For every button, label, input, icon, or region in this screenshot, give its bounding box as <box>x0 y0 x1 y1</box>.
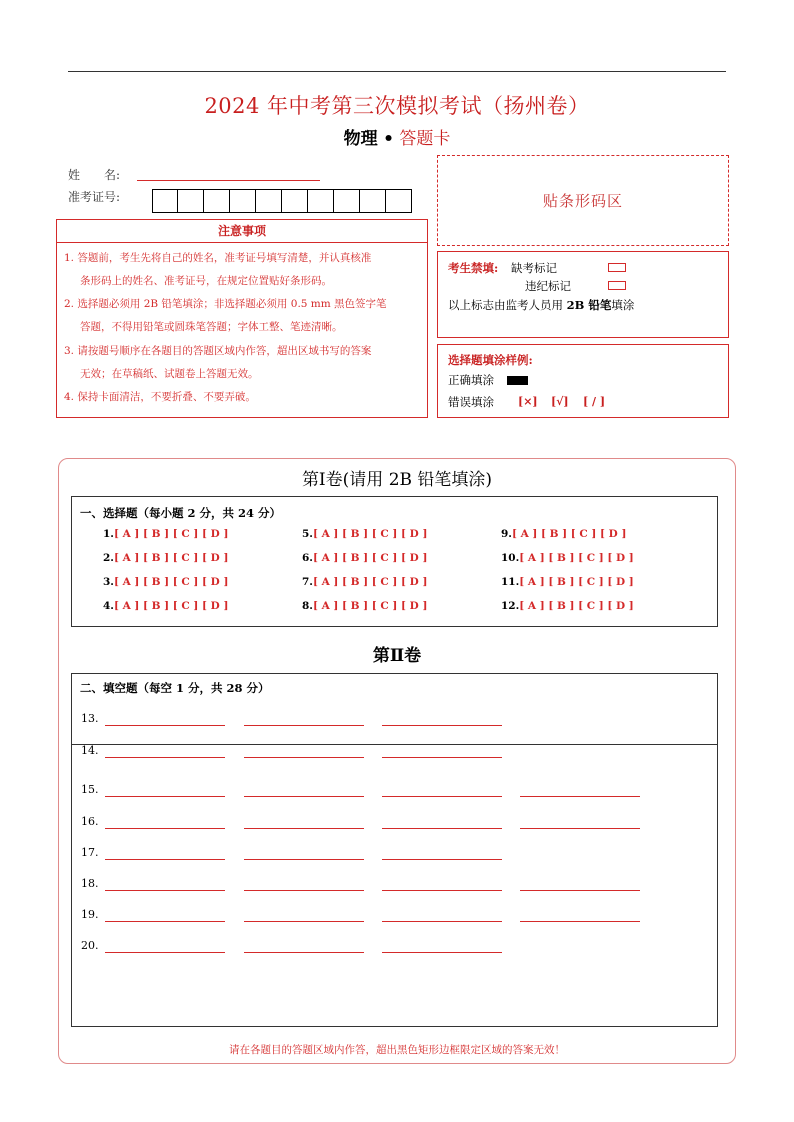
choice-question[interactable] <box>302 528 427 540</box>
fill-blank-line[interactable] <box>382 890 502 891</box>
wrong-mark-check: [√] <box>551 395 569 408</box>
fill-blank-line[interactable] <box>520 828 640 829</box>
fill-blank-line[interactable] <box>244 757 364 758</box>
question-number: 4. <box>103 600 114 612</box>
card-name-label: 答题卡 <box>399 129 451 149</box>
note-prefix: 以上标志由监考人员用 <box>448 298 563 312</box>
id-digit-box[interactable] <box>308 189 334 213</box>
choice-question[interactable] <box>302 600 427 612</box>
footer-warning: 请在各题目的答题区域内作答，超出黑色矩形边框限定区域的答案无效！ <box>229 1044 565 1056</box>
fill-sample-label: 选择题填涂样例: <box>448 353 533 367</box>
choice-options[interactable]: [ A ] [ B ] [ C ] [ D ] <box>113 576 229 588</box>
fill-blank-line[interactable] <box>244 952 364 953</box>
fill-blank-line[interactable] <box>382 757 502 758</box>
choice-options[interactable]: [ A ] [ B ] [ C ] [ D ] <box>113 600 229 612</box>
page-subtitle <box>0 124 794 149</box>
fill-blank-line[interactable] <box>244 725 364 726</box>
fill-question-number: 15. <box>81 783 99 796</box>
choice-question[interactable] <box>103 600 228 612</box>
id-digit-box[interactable] <box>334 189 360 213</box>
choice-options[interactable]: [ A ] [ B ] [ C ] [ D ] <box>511 528 627 540</box>
question-number: 11. <box>501 576 520 588</box>
barcode-area <box>437 155 729 246</box>
barcode-label: 贴条形码区 <box>542 192 623 210</box>
choice-question[interactable] <box>302 576 427 588</box>
wrong-mark-cross: [×] <box>518 395 538 408</box>
fill-question-number: 20. <box>81 939 99 952</box>
choice-options[interactable]: [ A ] [ B ] [ C ] [ D ] <box>312 576 428 588</box>
choice-question[interactable] <box>501 552 634 564</box>
fill-question-number: 13. <box>81 712 99 725</box>
question-number: 3. <box>103 576 114 588</box>
fill-blank-line[interactable] <box>244 921 364 922</box>
fill-question-number: 14. <box>81 744 99 757</box>
fill-blank-line[interactable] <box>244 890 364 891</box>
question-number: 10. <box>501 552 520 564</box>
notice-line: 1. 答题前，考生先将自己的姓名，准考证号填写清楚，并认真核准 <box>64 252 372 264</box>
notice-heading: 注意事项 <box>56 219 428 243</box>
fill-blank-line[interactable] <box>244 859 364 860</box>
note-bold: 2B 铅笔 <box>566 298 612 312</box>
choice-question[interactable] <box>103 528 228 540</box>
fill-blank-line[interactable] <box>105 757 225 758</box>
exam-forbidden-label: 考生禁填: <box>448 261 499 275</box>
question-number: 9. <box>501 528 512 540</box>
choice-options[interactable]: [ A ] [ B ] [ C ] [ D ] <box>519 552 634 564</box>
name-input-line[interactable] <box>137 180 320 181</box>
id-digit-box[interactable] <box>204 189 230 213</box>
fill-blank-line[interactable] <box>382 796 502 797</box>
fill-blank-line[interactable] <box>244 796 364 797</box>
question-number: 6. <box>302 552 313 564</box>
id-digit-box[interactable] <box>178 189 204 213</box>
choice-options[interactable]: [ A ] [ B ] [ C ] [ D ] <box>519 576 634 588</box>
wrong-fill-label: 错误填涂 <box>448 395 494 409</box>
fill-blank-line[interactable] <box>382 859 502 860</box>
fill-blank-line[interactable] <box>382 828 502 829</box>
id-digit-box[interactable] <box>230 189 256 213</box>
notice-line: 答题，不得用铅笔或圆珠笔答题；字体工整、笔迹清晰。 <box>80 321 343 333</box>
fill-blank-line[interactable] <box>105 859 225 860</box>
question-number: 8. <box>302 600 313 612</box>
fill-blank-line[interactable] <box>105 828 225 829</box>
subject-label: 物理 <box>343 129 378 149</box>
separator-dot: • <box>383 129 394 149</box>
page-title: 2024 年中考第三次模拟考试（扬州卷） <box>204 94 590 118</box>
question-number: 7. <box>302 576 313 588</box>
choice-question[interactable] <box>501 528 626 540</box>
choice-options[interactable]: [ A ] [ B ] [ C ] [ D ] <box>113 552 229 564</box>
fill-blank-line[interactable] <box>382 725 502 726</box>
id-digit-box[interactable] <box>152 189 178 213</box>
correct-fill-label: 正确填涂 <box>448 373 494 387</box>
fill-blank-line[interactable] <box>520 890 640 891</box>
fill-blank-line[interactable] <box>105 890 225 891</box>
choice-question[interactable] <box>103 576 228 588</box>
choice-options[interactable]: [ A ] [ B ] [ C ] [ D ] <box>312 528 428 540</box>
violation-mark-box[interactable] <box>608 281 626 290</box>
fill-question-number: 16. <box>81 815 99 828</box>
correct-fill-mark <box>507 376 528 385</box>
fill-blank-line[interactable] <box>244 828 364 829</box>
fill-question-number: 18. <box>81 877 99 890</box>
choice-question[interactable] <box>501 600 634 612</box>
choice-part-label: 一、选择题（每小题 2 分，共 24 分） <box>80 506 282 520</box>
absent-label: 缺考标记 <box>511 261 557 275</box>
fill-question-number: 17. <box>81 846 99 859</box>
question-number: 1. <box>103 528 114 540</box>
choice-options[interactable]: [ A ] [ B ] [ C ] [ D ] <box>113 528 229 540</box>
id-digit-box[interactable] <box>256 189 282 213</box>
top-rule <box>68 71 726 72</box>
choice-question[interactable] <box>501 576 634 588</box>
fill-blank-line[interactable] <box>382 952 502 953</box>
notice-line: 3. 请按题号顺序在各题目的答题区域内作答，超出区域书写的答案 <box>64 345 372 357</box>
fill-blank-line[interactable] <box>520 796 640 797</box>
choice-options[interactable]: [ A ] [ B ] [ C ] [ D ] <box>312 552 428 564</box>
notice-line: 条形码上的姓名、准考证号，在规定位置贴好条形码。 <box>80 275 332 287</box>
question-number: 2. <box>103 552 114 564</box>
choice-question[interactable] <box>103 552 228 564</box>
id-digit-box[interactable] <box>386 189 412 213</box>
notice-line: 2. 选择题必须用 2B 铅笔填涂；非选择题必须用 0.5 mm 黑色签字笔 <box>64 298 387 310</box>
note-suffix: 填涂 <box>611 298 635 312</box>
choice-options[interactable]: [ A ] [ B ] [ C ] [ D ] <box>312 600 428 612</box>
fill-blank-line[interactable] <box>105 952 225 953</box>
id-digit-box[interactable] <box>282 189 308 213</box>
fill-part-label: 二、填空题（每空 1 分，共 28 分） <box>80 681 270 695</box>
fill-blank-line[interactable] <box>382 921 502 922</box>
violation-label: 违纪标记 <box>525 279 571 293</box>
wrong-mark-slash: [ / ] <box>583 395 606 408</box>
section1-title: 第Ⅰ卷(请用 2B 铅笔填涂) <box>301 470 493 490</box>
fill-blank-line[interactable] <box>105 796 225 797</box>
notice-line: 无效；在草稿纸、试题卷上答题无效。 <box>80 368 259 380</box>
question-number: 12. <box>501 600 520 612</box>
fill-question-number: 19. <box>81 908 99 921</box>
fill-blank-line[interactable] <box>520 921 640 922</box>
id-digit-box[interactable] <box>360 189 386 213</box>
name-label: 姓 名: <box>68 168 121 182</box>
fill-box-bottom <box>71 744 718 1027</box>
choice-question[interactable] <box>302 552 427 564</box>
exam-forbidden-note <box>448 297 634 313</box>
section2-title: 第Ⅱ卷 <box>372 646 422 666</box>
fill-blank-line[interactable] <box>105 921 225 922</box>
choice-options[interactable]: [ A ] [ B ] [ C ] [ D ] <box>519 600 634 612</box>
fill-blank-line[interactable] <box>105 725 225 726</box>
absent-mark-box[interactable] <box>608 263 626 272</box>
id-label: 准考证号: <box>68 190 121 204</box>
notice-line: 4. 保持卡面清洁，不要折叠、不要弄破。 <box>64 391 256 403</box>
question-number: 5. <box>302 528 313 540</box>
